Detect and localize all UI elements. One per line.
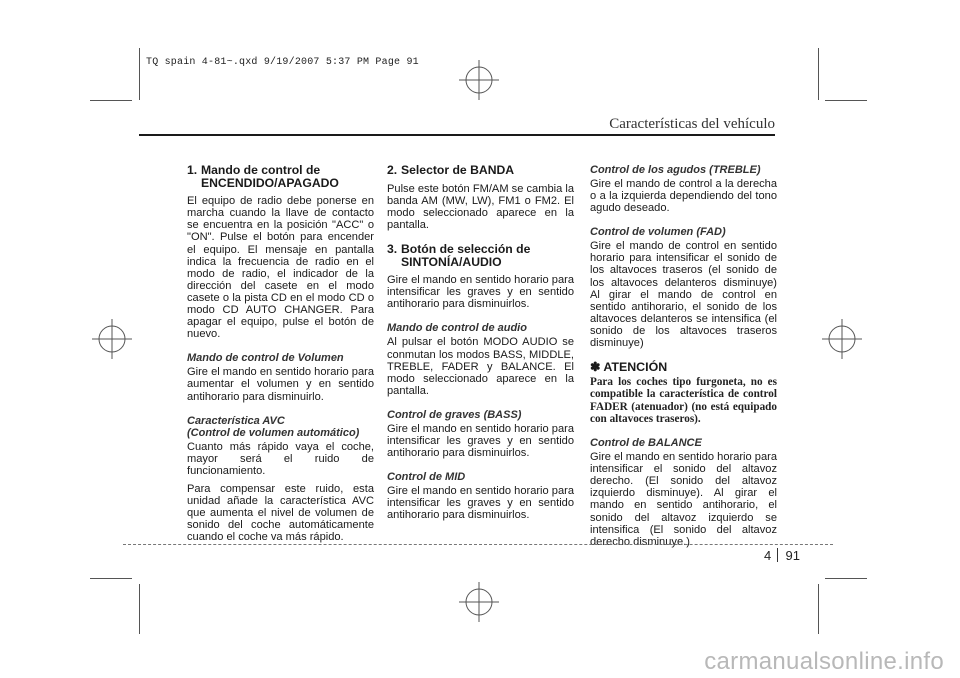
- column-2: [387, 164, 574, 527]
- paragraph: Cuanto más rápido vaya el coche, mayor será el ruido de funcionamiento.: [187, 440, 374, 477]
- subheading-balance: Control de BALANCE: [590, 437, 702, 450]
- crop-mark: [818, 48, 819, 100]
- subheading-audio-control: Mando de control de audio: [387, 322, 527, 335]
- crop-mark: [818, 584, 819, 634]
- paragraph: Gire el mando de control a la derecha o a la izquierda dependiendo del tono agudo deseado.: [590, 178, 777, 215]
- paragraph: Gire el mando en sentido horario para intensificar les graves y en sentido antihorario para disminuirlos.: [387, 485, 574, 522]
- chapter-number: 4: [764, 548, 772, 563]
- page-number-divider: [777, 548, 778, 562]
- subheading-mid: Control de MID: [387, 471, 466, 484]
- notice-body: Para los coches tipo furgoneta, no es compatible la característica de control FADER (atenuador) (no está equipado con altavoces traseros).: [590, 376, 777, 425]
- subheading-bass: Control de graves (BASS): [387, 408, 522, 421]
- print-slug: TQ spain 4-81~.qxd 9/19/2007 5:37 PM Page 91: [146, 57, 419, 68]
- paragraph: Pulse este botón FM/AM se cambia la banda AM (MW, LW), FM1 o FM2. El modo seleccionado aparece en la pantalla.: [387, 182, 574, 231]
- crop-mark: [825, 578, 867, 579]
- registration-mark-top: [459, 60, 499, 100]
- paragraph: Gire el mando en sentido horario para intensificar les graves y en sentido antihorario para disminuirlos.: [387, 422, 574, 460]
- watermark: carmanualsonline.info: [704, 648, 944, 675]
- crop-mark: [90, 100, 132, 101]
- column-3: [590, 164, 777, 554]
- paragraph: Gire el mando en sentido horario para intensificar les graves y en sentido antihorario para disminuirlos.: [387, 274, 574, 311]
- subheading-treble: Control de los agudos (TREBLE): [590, 164, 761, 176]
- paragraph: Gire el mando en sentido horario para aumentar el volumen y en sentido antihorario para disminuirlo.: [187, 366, 374, 403]
- notice-title: ✽ ATENCIÓN: [590, 360, 668, 375]
- paragraph: Para compensar este ruido, esta unidad añade la característica AVC que aumenta el nivel de volumen de sonido del coche automáticamente cuando el coche va más rápido.: [187, 482, 374, 544]
- header-rule: [139, 134, 775, 136]
- subheading-fad: Control de volumen (FAD): [590, 226, 726, 239]
- paragraph: Gire el mando en sentido horario para intensificar el sonido del altavoz derecho. (El sonido del altavoz izquierdo disminuye). Al girar el mando en sentido antihorario, el sonido del altavoz izquierdo se intensifica (El sonido del altavoz derecho disminuye.): [590, 451, 777, 548]
- paragraph: Gire el mando de control en sentido horario para intensificar el sonido de los altavoces traseros (el sonido de los altavoces delanteros disminuye) Al girar el mando de control en sentido antihorario, el sonido de los altavoces delanteros se intensifica (el sonido de los altavoces traseros disminuye): [590, 240, 777, 350]
- column-1: [187, 164, 374, 549]
- section-title: Características del vehículo: [609, 116, 775, 132]
- registration-mark-left: [92, 319, 132, 359]
- subheading-volume: Mando de control de Volumen: [187, 352, 344, 365]
- crop-mark: [139, 48, 140, 100]
- footer-rule: [123, 544, 833, 545]
- registration-mark-right: [822, 319, 862, 359]
- paragraph: Al pulsar el botón MODO AUDIO se conmutan los modos BASS, MIDDLE, TREBLE, FADER y BALANCE. El modo seleccionado aparece en la pantalla.: [387, 336, 574, 397]
- subheading-avc: Característica AVC (Control de volumen automático): [187, 414, 360, 439]
- crop-mark: [139, 584, 140, 634]
- paragraph: El equipo de radio debe ponerse en marcha cuando la llave de contacto se encuentra en la posición "ACC" o "ON". Pulse el botón para encender el equipo. El mensaje en pantalla indica la frecuencia de radio en el modo de radio, el indicador de la dirección del casete en el modo casete o la pista CD en el modo CD o modo CD AUTO CHANGER. Para apagar el equipo, pulse el botón de nuevo.: [187, 195, 374, 341]
- crop-mark: [825, 100, 867, 101]
- page-number: [764, 548, 800, 563]
- heading-tune-audio: 3. Botón de selección de SINTONÍA/AUDIO: [387, 241, 531, 269]
- registration-mark-bottom: [459, 582, 499, 622]
- page-number-value: 91: [785, 548, 800, 563]
- crop-mark: [90, 578, 132, 579]
- asterisk-icon: ✽: [590, 360, 601, 375]
- heading-band-selector: 2. Selector de BANDA: [387, 163, 515, 177]
- heading-power-control: 1. Mando de control de ENCENDIDO/APAGADO: [187, 163, 339, 190]
